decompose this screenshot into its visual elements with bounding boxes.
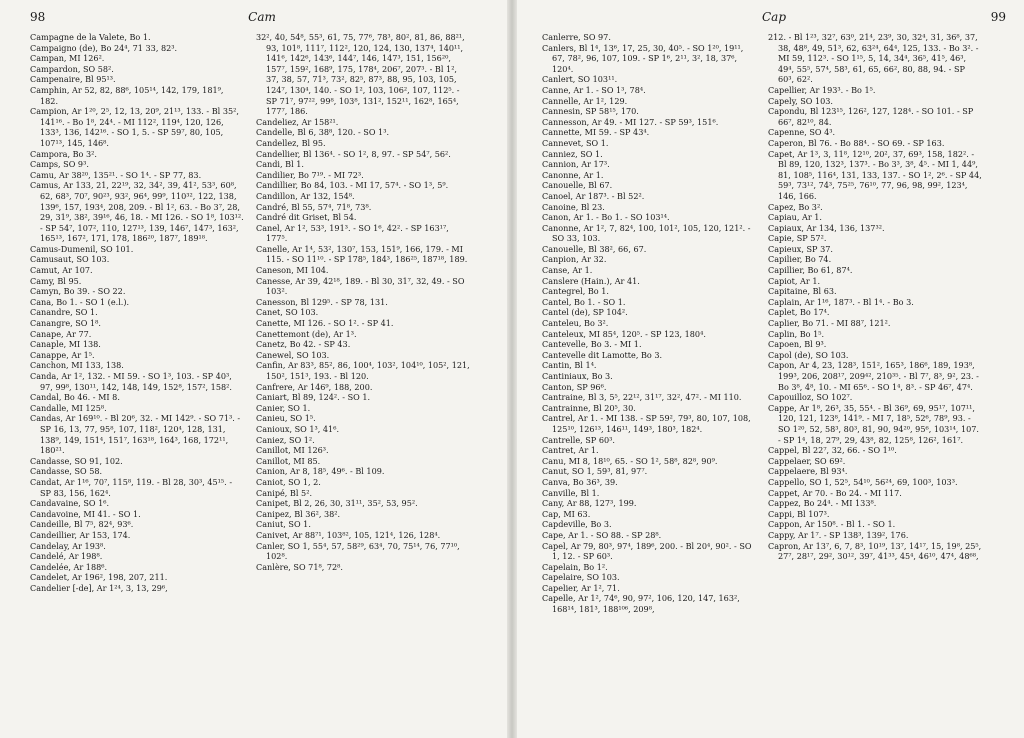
index-entry: Candasse, SO 91, 102.	[30, 455, 123, 466]
index-entry: Cannesin, SP 58¹⁵, 170.	[542, 106, 639, 117]
index-entry: Cantin, Bl 1⁴.	[542, 360, 597, 371]
index-entry: Canlers, Bl 1⁴, 13⁶, 17, 25, 30, 40⁵. - SO 1²⁰, 19¹¹, 67, 78², 96, 107, 109. - SP 1⁶, 2¹¹, 3², 18, 37⁶, 120⁴.	[542, 42, 744, 74]
index-entry: Cantiniaux, Bo 3.	[542, 371, 613, 381]
index-entry: Cannette, MI 59. - SP 43⁴.	[542, 127, 650, 138]
index-entry: Capilier, Bo 74.	[768, 254, 832, 265]
index-entry: Canipez, Bl 36², 38².	[256, 508, 341, 519]
index-entry: Capieux, SP 37.	[768, 243, 833, 254]
index-entry: Caplet, Bo 17⁴.	[768, 307, 830, 318]
index-entry: Capez, Bo 3².	[768, 201, 823, 212]
index-entry: Canva, Bo 36³, 39.	[542, 476, 618, 487]
index-entry: Capelle, Ar 1², 74⁶, 90, 97², 106, 120, 147, 163², 168¹⁴, 181³, 188¹⁰⁶, 209⁸,	[542, 593, 740, 615]
index-entry: Caniart, Bl 89, 124². - SO 1.	[256, 392, 371, 403]
index-entry: Campion, Ar 1²⁰, 2⁵, 12, 13, 20⁹, 21¹³, 133. - Bl 35², 141¹⁶. - Bo 1⁸, 24⁴. - MI 112², 119⁴, 120, 126, 133³, 136, 142¹⁶. - SO 1, 5. - SP 59⁷, 80, 105, 107¹³, 145, 146⁸.	[30, 106, 239, 148]
index-entry: Canipé, Bl 5².	[256, 487, 313, 498]
index-entry: Camyn, Bo 39. - SO 22.	[30, 286, 126, 297]
index-entry: Canieu, SO 1⁵.	[256, 413, 316, 424]
index-entry: Canillot, MI 126³.	[256, 445, 329, 456]
index-entry: Cantrelle, SP 60³.	[542, 434, 615, 445]
index-entry: Candeillier, Ar 153, 174.	[30, 529, 131, 540]
index-entry: Capillier, Bo 61, 87⁴.	[768, 265, 853, 276]
index-entry: Candelle, Bl 6, 38⁸, 120. - SO 1³.	[256, 127, 390, 138]
index-entry: Canesson, Bl 129⁵. - SP 78, 131.	[256, 296, 388, 307]
index-entry: Canne, Ar 1. - SO 1³, 78⁴.	[542, 84, 646, 95]
index-entry: Canteleu, Bo 3².	[542, 318, 609, 329]
index-entry: Canut, SO 1, 59³, 81, 97⁷.	[542, 466, 648, 477]
index-entry: Candellier, Bl 136⁴. - SO 1², 8, 97. - SP 54⁷, 56².	[256, 148, 451, 159]
index-entry: Cappelaere, Bl 93⁴.	[768, 466, 848, 477]
index-entry: Canniez, SO 1.	[542, 148, 603, 159]
index-entry: Canette, MI 126. - SO 1². - SP 41.	[256, 318, 394, 329]
index-entry: Caniot, SO 1, 2.	[256, 476, 321, 487]
index-entry: Canlert, SO 103¹¹.	[542, 74, 618, 85]
index-entry: Candré, Bl 55, 57⁴, 71⁸, 73⁸.	[256, 201, 372, 212]
index-entry: Candilier, Bo 7¹⁹. - MI 72³.	[256, 169, 364, 180]
index-entry: Canipet, Bl 2, 26, 30, 31¹¹, 35², 53, 95².	[256, 498, 418, 509]
index-entry: Cape, Ar 1. - SO 88. - SP 28⁸.	[542, 529, 662, 540]
index-entry: Candelé, Ar 198⁸.	[30, 551, 103, 562]
index-column	[542, 32, 756, 615]
index-entry: Canandre, SO 1.	[30, 307, 98, 318]
index-entry: Canonne, Ar 1², 7, 82⁴, 100, 101², 105, 120, 121². - SO 33, 103.	[542, 222, 751, 244]
index-entry: Capitaine, Bl 63.	[768, 286, 837, 297]
index-entry: Canlerre, SO 97.	[542, 32, 611, 42]
index-column	[30, 32, 244, 593]
index-entry: Canfin, Ar 83³, 85², 86, 100⁴, 103², 104¹⁰, 105², 121, 150², 151³, 193. - Bl 120.	[256, 360, 470, 381]
index-entry: Capol (de), SO 103.	[768, 349, 849, 360]
index-entry: Capiau, Ar 1.	[768, 212, 822, 223]
index-entry: Canier, SO 1.	[256, 402, 311, 413]
index-entry: Campora, Bo 3².	[30, 148, 97, 159]
index-entry: Cappez, Bo 24⁴. - MI 133⁸.	[768, 498, 877, 509]
index-column	[768, 32, 982, 615]
index-entry: Candelay, Ar 193⁸.	[30, 540, 106, 551]
index-entry: Candeille, Bl 7⁵, 82⁴, 93⁶.	[30, 519, 134, 530]
index-entry: Candillier, Bo 84, 103. - MI 17, 57⁴. - SO 1³, 5⁹.	[256, 180, 449, 191]
index-entry: Capouilloz, SO 102⁷.	[768, 392, 853, 403]
index-entry: Cappello, SO 1, 52⁵, 54¹⁰, 56²⁴, 69, 100³, 103³.	[768, 476, 958, 487]
index-entry: Campaigno (de), Bo 24⁴, 71 33, 82³.	[30, 42, 178, 53]
index-entry: Canesse, Ar 39, 42¹⁸, 189. - Bl 30, 31⁷, 32, 49. - SO 103².	[256, 275, 465, 297]
index-entry: Caneson, MI 104.	[256, 265, 329, 276]
index-entry: Candasse, SO 58.	[30, 466, 103, 477]
index-entry: Caniut, SO 1.	[256, 519, 311, 530]
index-entry: Canler, SO 1, 55⁴, 57, 58²⁹, 63⁴, 70, 75¹⁴, 76, 77¹⁰, 102⁸.	[256, 540, 460, 562]
index-entry: Canu, MI 8, 18¹⁰, 65. - SO 1², 58⁸, 82⁸, 90⁹.	[542, 455, 718, 466]
index-entry: Camps, SO 9³.	[30, 159, 89, 170]
index-entry: Candal, Bo 46. - MI 8.	[30, 392, 120, 403]
index-entry: Canton, SP 96⁶.	[542, 381, 607, 392]
index-entry: Capondu, Bl 123¹⁵, 126², 127, 128⁴. - SO 101. - SP 66⁷, 82¹⁰, 84.	[768, 106, 974, 127]
index-entry: Camus, Ar 133, 21, 22¹⁹, 32, 34², 39, 41², 53³, 60⁸, 62, 68³, 70⁷, 90²³, 93², 96⁴, 99⁹, 110³², 122, 138, 139⁶, 157, 193⁴, 208, 209. - Bl 1², 63. - Bo 3⁷, 28, 29, 31⁹, 38², 39¹⁶, 46, 18. - MI 126. - SO 1⁸, 103¹². - SP 54⁷, 107², 110, 127¹³, 139, 146⁷, 147³, 163², 165¹³, 167², 171, 178, 186²⁰, 187⁷, 189¹⁸.	[30, 180, 244, 244]
index-entry: Cappon, Ar 150⁸. - Bl 1. - SO 1.	[768, 519, 896, 530]
index-entry: Cantraine, Bl 3, 5⁵, 22¹², 31¹⁷, 32², 47². - MI 110.	[542, 392, 742, 403]
index-entry: Candré dit Griset, Bl 54.	[256, 212, 357, 223]
index-column	[256, 32, 470, 593]
index-entry: Cappelaer, SO 69².	[768, 455, 846, 466]
index-entry: Cantel, Bo 1. - SO 1.	[542, 296, 626, 307]
index-entry: Canville, Bl 1.	[542, 487, 600, 498]
index-entry: Campagne de la Valete, Bo 1.	[30, 32, 151, 42]
index-entry: Camphin, Ar 52, 82, 88⁶, 105¹⁴, 142, 179, 181⁹, 182.	[30, 84, 224, 106]
index-entry: Cantegrel, Bo 1.	[542, 286, 609, 297]
index-entry: Canel, Ar 1², 53³, 191³. - SO 1⁶, 42². - SP 163¹⁷, 177⁵.	[256, 222, 449, 244]
index-entry: Canappe, Ar 1⁵.	[30, 349, 95, 360]
index-entry: Capdeville, Bo 3.	[542, 519, 612, 530]
index-entry: Canion, Ar 8, 18⁵, 49⁶. - Bl 109.	[256, 466, 385, 477]
index-entry: Canoine, Bl 23.	[542, 201, 605, 212]
index-entry: Camy, Bl 95.	[30, 275, 82, 286]
index-entry: Canouelle, Bl 38², 66, 67.	[542, 243, 647, 254]
right-page	[512, 0, 1024, 738]
right-page-keyword: Cap	[761, 10, 787, 24]
index-entry: Canpion, Ar 32.	[542, 254, 607, 265]
index-entry: Cappi, Bl 107³.	[768, 508, 830, 519]
index-entry: Capely, SO 103.	[768, 95, 833, 106]
index-entry: Capon, Ar 4, 23, 128³, 151², 165³, 186⁶, 189, 193⁸, 199³, 206, 208¹⁷, 209⁴², 210³⁵. - Bl 7⁷, 8³, 9², 23. - Bo 3⁸, 4⁸, 10. - MI 65⁶. - SO 1⁴, 8³. - SP 46⁷, 47⁴.	[768, 360, 979, 392]
index-entry: Cany, Ar 88, 127³, 199.	[542, 498, 637, 509]
left-page-number: 98	[30, 10, 46, 24]
index-entry: Camu, Ar 38²⁰, 135²¹. - SO 1⁴. - SP 77, 83.	[30, 169, 202, 180]
index-entry: Capenne, SO 4³.	[768, 127, 836, 138]
index-entry: Cannesson, Ar 49. - MI 127. - SP 59³, 151⁶.	[542, 116, 719, 127]
index-entry: Canfrere, Ar 146⁹, 188, 200.	[256, 381, 373, 392]
index-entry: Candas, Ar 169¹⁰. - Bl 20⁶, 32. - MI 142⁹. - SO 71³. - SP 16, 13, 77, 95⁸, 107, 118², 120⁴, 128, 131, 138⁹, 149, 151⁴, 151⁷, 163¹⁸, 164³, 168, 172¹¹, 180²¹.	[30, 413, 241, 456]
index-entry: Cantevelle, Bo 3. - MI 1.	[542, 339, 642, 350]
index-entry: Canillot, MI 85.	[256, 455, 321, 466]
index-entry: Capelain, Bo 1².	[542, 561, 608, 572]
index-entry: Caplain, Ar 1¹⁶, 187³. - Bl 1⁴. - Bo 3.	[768, 296, 914, 307]
index-entry: Capron, Ar 13⁷, 6, 7, 8³, 10¹⁹, 13⁷, 14¹⁷, 15, 19⁸, 25⁵, 27⁷, 28¹⁷, 29², 30¹², 39⁷, 41³³, 45⁴, 46¹⁰, 47⁴, 48⁶⁸,	[768, 540, 982, 562]
index-entry: Caplin, Bo 1⁵.	[768, 328, 825, 339]
index-entry: Canlère, SO 71⁸, 72⁸.	[256, 561, 343, 572]
right-page-header	[542, 10, 1006, 32]
index-entry: Cappel, Bl 22⁷, 32, 66. - SO 1¹⁰.	[768, 445, 897, 456]
index-entry: Capoen, Bl 9³.	[768, 339, 827, 350]
right-page-number: 99	[990, 10, 1006, 24]
index-entry: Candavoine, MI 41. - SO 1.	[30, 508, 141, 519]
index-entry: Canda, Ar 1², 132. - MI 59. - SO 1³, 103. - SP 40³, 97, 99⁸, 130¹¹, 142, 148, 149, 152⁸, 157², 158².	[30, 371, 232, 392]
index-entry: Capel, Ar 79, 80³, 97⁴, 189⁶, 200. - Bl 20⁴, 90². - SO 1, 12. - SP 60³.	[542, 540, 752, 562]
index-entry: Canslere (Hain.), Ar 41.	[542, 275, 640, 286]
left-page-columns	[30, 32, 494, 593]
index-entry: Cantrel, Ar 1. - MI 138. - SP 59², 79³, 80, 107, 108, 125¹⁰, 126¹³, 146¹¹, 149³, 180³, 182⁴.	[542, 413, 751, 434]
index-entry: Canouelle, Bl 67.	[542, 180, 613, 191]
index-entry: Capelaire, SO 103.	[542, 572, 620, 583]
index-entry: Candalle, MI 125⁸.	[30, 402, 107, 413]
index-entry: Candelier [-de], Ar 1²⁴, 3, 13, 29⁶,	[30, 582, 168, 593]
index-entry: Candellez, Bl 95.	[256, 137, 326, 148]
index-entry: Capiaux, Ar 134, 136, 137³².	[768, 222, 885, 233]
index-entry: Candi, Bl 1.	[256, 159, 304, 170]
index-entry: Cana, Bo 1. - SO 1 (e.l.).	[30, 296, 130, 307]
index-entry: Canonne, Ar 1.	[542, 169, 604, 180]
index-entry: Cantel (de), SP 104².	[542, 307, 628, 318]
index-entry: Candat, Ar 1¹⁶, 70⁷, 115⁸, 119. - Bl 28, 30³, 45¹⁵. - SP 83, 156, 162⁴.	[30, 476, 233, 498]
index-entry: Canivet, Ar 88⁷¹, 103⁸², 105, 121⁴, 126, 128⁴.	[256, 529, 441, 540]
index-entry: Camus-Dumenil, SO 101.	[30, 243, 134, 254]
left-page-keyword: Cam	[248, 10, 276, 24]
index-entry: Cannion, Ar 17³.	[542, 159, 610, 170]
index-entry: 212. - Bl 1²³, 32⁷, 63⁰, 21⁴, 23⁹, 30, 32⁴, 31, 36⁸, 37, 38, 48⁸, 49, 51³, 62, 63²⁴, 64⁴, 125, 133. - Bo 3². - MI 59, 112³. - SO 1¹⁵, 5, 14, 34⁴, 36⁵, 41⁵, 46³, 49⁴, 55⁵, 57⁴, 58³, 61, 65, 66², 80, 88, 94. - SP 60³, 62².	[768, 32, 979, 85]
index-entry: Canchon, MI 133, 138.	[30, 360, 124, 371]
index-entry: Canoel, Ar 187³. - Bl 52².	[542, 190, 645, 201]
index-entry: 32², 40, 54⁸, 55³, 61, 75, 77⁶, 78³, 80², 81, 86, 88²¹, 93, 101⁸, 111⁷, 112², 120, 124, 130, 137⁴, 140¹¹, 141⁶, 142⁶, 143⁶, 144⁷, 146, 147³, 151, 156²⁰, 157⁷, 159², 168⁹, 175, 178⁴, 206⁷, 207³. - Bl 1², 37, 38, 57, 71³, 73², 82⁵, 87³, 88, 95, 103, 105, 124⁷, 130⁴, 140. - SO 1², 103, 106², 107, 112⁵. - SP 71⁷, 97²², 99⁸, 103⁸, 131², 152¹¹, 162⁸, 165⁴, 177⁷, 186.	[256, 32, 465, 117]
index-entry: Cantrainne, Bl 20⁵, 30.	[542, 402, 636, 413]
index-entry: Canteleux, MI 85⁴, 120⁵. - SP 123, 180⁴.	[542, 328, 706, 339]
index-entry: Candelet, Ar 196², 198, 207, 211.	[30, 572, 168, 583]
index-entry: Candelée, Ar 188⁶.	[30, 561, 108, 572]
index-entry: Capiot, Ar 1.	[768, 275, 821, 286]
index-entry: Cappet, Ar 70. - Bo 24. - MI 117.	[768, 487, 902, 498]
index-entry: Cap, MI 63.	[542, 508, 591, 519]
index-entry: Canape, Ar 77.	[30, 328, 92, 339]
index-entry: Canangre, SO 1⁸.	[30, 318, 101, 329]
index-entry: Cantret, Ar 1.	[542, 445, 599, 456]
index-entry: Campardon, SO 58².	[30, 63, 114, 74]
index-entry: Canon, Ar 1. - Bo 1. - SO 103¹⁴.	[542, 212, 670, 223]
index-entry: Capelier, Ar 1², 71.	[542, 582, 620, 593]
index-entry: Camut, Ar 107.	[30, 265, 93, 276]
index-entry: Canse, Ar 1.	[542, 265, 593, 276]
index-entry: Canioux, SO 1³, 41⁶.	[256, 423, 340, 434]
index-entry: Candeliez, Ar 158²¹.	[256, 116, 339, 127]
index-entry: Cappe, Ar 1⁸, 26³, 35, 55⁴. - Bl 36⁹, 69, 95¹⁷, 107¹¹, 120, 121, 123⁸, 141⁹. - MI 7, 18⁵, 52⁶, 78⁹, 93. - SO 1²⁰, 52, 58³, 80³, 81, 90, 94²⁰, 95⁶, 103¹⁴, 107. - SP 1⁴, 18, 27⁹, 29, 43⁸, 82, 125⁸, 126², 161⁷.	[768, 402, 979, 445]
index-entry: Campan, MI 126².	[30, 53, 105, 64]
index-entry: Camusaut, SO 103.	[30, 254, 110, 265]
index-entry: Canaple, MI 138.	[30, 339, 101, 350]
index-entry: Capellier, Ar 193³. - Bo 1⁵.	[768, 84, 876, 95]
index-entry: Cappy, Ar 1⁷. - SP 138³, 139², 176.	[768, 529, 909, 540]
index-entry: Canetz, Bo 42. - SP 43.	[256, 339, 351, 350]
index-entry: Candavaine, SO 1⁶.	[30, 498, 110, 509]
right-page-columns	[542, 32, 1006, 615]
index-entry: Candillon, Ar 132, 154⁸.	[256, 190, 355, 201]
index-entry: Canelle, Ar 1⁴, 53², 130⁷, 153, 151⁹, 166, 179. - MI 115. - SO 11¹⁰. - SP 178⁵, 184³, 186²⁵, 187¹⁸, 189.	[256, 243, 468, 265]
index-entry: Caperon, Bl 76. - Bo 88⁴. - SO 69. - SP 163.	[768, 137, 945, 148]
index-entry: Campenaire, Bl 95¹³.	[30, 74, 116, 85]
index-entry: Caniez, SO 1².	[256, 434, 315, 445]
index-entry: Capie, SP 57².	[768, 233, 827, 244]
left-page-header	[30, 10, 494, 32]
index-entry: Canewel, SO 103.	[256, 349, 330, 360]
index-entry: Cannelle, Ar 1², 129.	[542, 95, 628, 106]
index-entry: Cannevet, SO 1.	[542, 137, 609, 148]
index-entry: Canettemont (de), Ar 1³.	[256, 328, 357, 339]
index-entry: Caplier, Bo 71. - MI 88⁷, 121².	[768, 318, 891, 329]
index-entry: Capet, Ar 1³, 3, 11⁸, 12¹⁰, 20², 37, 69³, 158, 182². - Bl 89, 120, 132³, 137³. - Bo 3³, 3⁸, 4⁵. - MI 1, 44⁹, 81, 108⁵, 116⁴, 131, 133, 137. - SO 1², 2⁶. - SP 44, 59³, 73¹², 74³, 75²⁵, 76¹⁰, 77, 96, 98, 99², 123⁴, 146, 166.	[768, 148, 982, 201]
index-entry: Canet, SO 103.	[256, 307, 319, 318]
index-entry: Cantevelle dit Lamotte, Bo 3.	[542, 349, 663, 360]
